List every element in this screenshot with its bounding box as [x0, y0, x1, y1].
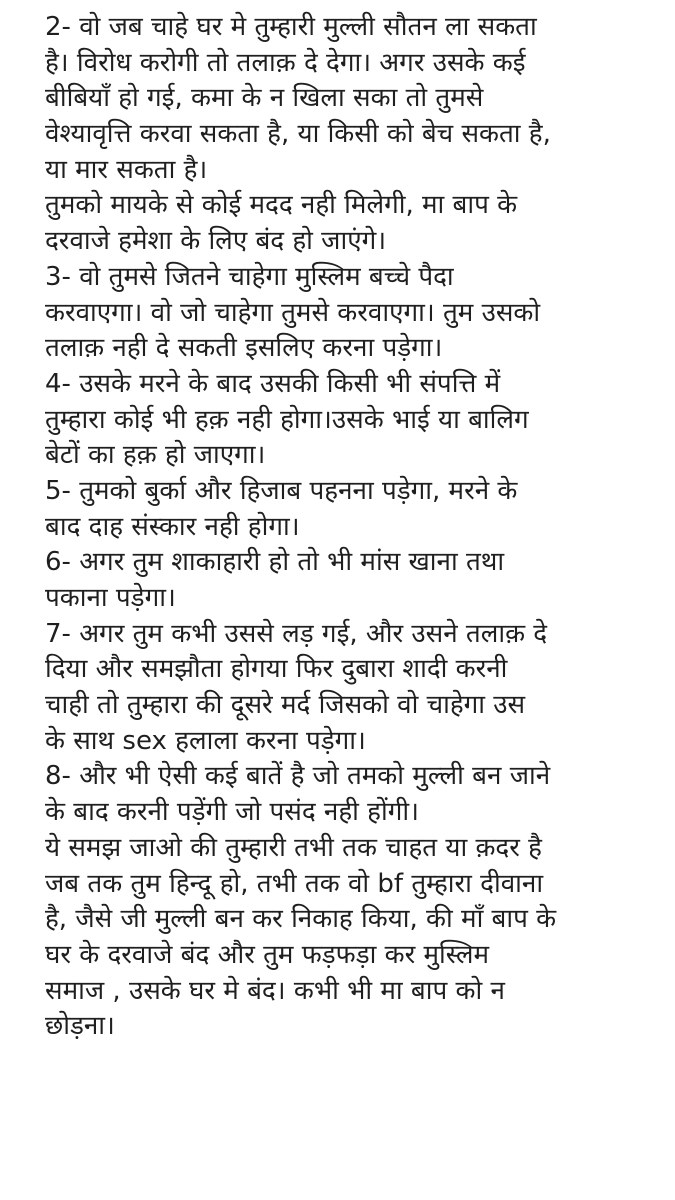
- text-line: 7- अगर तुम कभी उससे लड़ गई, और उसने तलाक़ दे: [45, 618, 548, 649]
- text-line: ये समझ जाओ की तुम्हारी तभी तक चाहत या क़दर है: [45, 832, 542, 863]
- text-line: या मार सकता है।: [45, 154, 208, 185]
- text-line: के बाद करनी पड़ेंगी जो पसंद नही होंगी।: [45, 797, 419, 828]
- text-line: 6- अगर तुम शाकाहारी हो तो भी मांस खाना तथा: [45, 547, 505, 578]
- text-line: करवाएगा। वो जो चाहेगा तुमसे करवाएगा। तुम उसको: [45, 297, 541, 328]
- text-line: दिया और समझौता होगया फिर दुबारा शादी करनी: [45, 654, 508, 685]
- text-line: तुम्हारा कोई भी हक़ नही होगा।उसके भाई या बालिग: [45, 404, 529, 435]
- text-line: है, जैसे जी मुल्ली बन कर निकाह किया, की माँ बाप के: [45, 904, 557, 935]
- text-line: घर के दरवाजे बंद और तुम फड़फड़ा कर मुस्लिम: [45, 939, 490, 970]
- text-line: 8- और भी ऐसी कई बातें है जो तमको मुल्ली बन जाने: [45, 761, 551, 792]
- text-line: बाद दाह संस्कार नही होगा।: [45, 511, 300, 542]
- text-line: छोड़ना।: [45, 1011, 115, 1042]
- text-line: 4- उसके मरने के बाद उसकी किसी भी संपत्ति में: [45, 368, 501, 399]
- text-line: 3- वो तुमसे जितने चाहेगा मुस्लिम बच्चे पैदा: [45, 261, 454, 292]
- text-line: जब तक तुम हिन्दू हो, तभी तक वो bf तुम्हारा दीवाना: [45, 868, 544, 899]
- text-line: 5- तुमको बुर्का और हिजाब पहनना पड़ेगा, मरने के: [45, 475, 518, 506]
- text-line: तलाक़ नही दे सकती इसलिए करना पड़ेगा।: [45, 333, 443, 364]
- text-line: दरवाजे हमेशा के लिए बंद हो जाएंगे।: [45, 226, 387, 257]
- text-line: वेश्यावृत्ति करवा सकता है, या किसी को बेच सकता है,: [45, 119, 551, 150]
- text-line: चाही तो तुम्हारा की दूसरे मर्द जिसको वो चाहेगा उस: [45, 690, 526, 721]
- text-line: 2- वो जब चाहे घर मे तुम्हारी मुल्ली सौतन ला सकता: [45, 12, 537, 42]
- text-line: समाज , उसके घर मे बंद। कभी भी मा बाप को न: [45, 975, 505, 1006]
- text-line: बीबियाँ हो गई, कमा के न खिला सका तो तुमसे: [45, 83, 484, 114]
- text-line: है। विरोध करोगी तो तलाक़ दे देगा। अगर उसके कई: [45, 47, 526, 78]
- text-line: पकाना पड़ेगा।: [45, 583, 176, 613]
- text-line: के साथ sex हलाला करना पड़ेगा।: [45, 725, 366, 756]
- text-line: तुमको मायके से कोई मदद नही मिलेगी, मा बाप के: [45, 190, 518, 221]
- text-line: बेटों का हक़ हो जाएगा।: [45, 440, 266, 471]
